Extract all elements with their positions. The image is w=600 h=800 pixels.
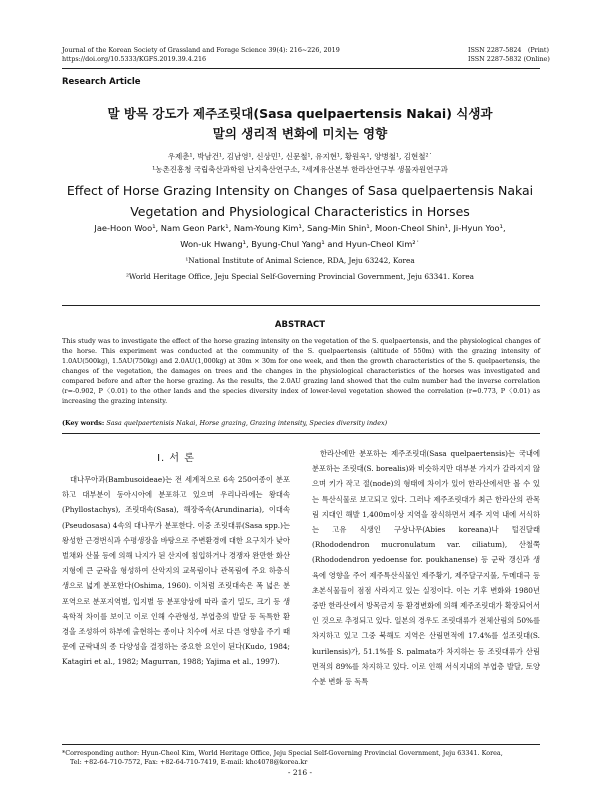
- body-column-left: [62, 472, 290, 670]
- english-affiliation-2: ²World Heritage Office, Jeju Special Self-Governing Provincial Government, Jeju 63341. Korea: [125, 272, 475, 281]
- section-heading-introduction: Ⅰ. 서 론: [157, 453, 195, 464]
- footnote-line-1: *Corresponding author: Hyun-Cheol Kim, World Heritage Office, Jeju Special Self-Governing Provincial Government, Jeju 63341. Korea,: [62, 749, 503, 757]
- page-number: - 216 -: [287, 768, 313, 777]
- keywords-text: Sasa quelpaertenisis Nakai, Horse grazing, Grazing intensity, Species diversity index): [106, 419, 388, 427]
- english-title-line-2: Vegetation and Physiological Characteristics in Horses: [130, 204, 470, 219]
- korean-title-line-2: 말의 생리적 변화에 미치는 영향: [212, 126, 388, 141]
- english-affiliation-1: ¹National Institute of Animal Science, RDA, Jeju 63242, Korea: [185, 256, 415, 265]
- issn-print: ISSN 2287-5824 (Print): [468, 46, 549, 54]
- keywords-label: (Key words:: [62, 419, 105, 427]
- body-left-text: 대나무아과(Bambusoideae)는 전 세계적으로 6속 250여종이 분포하고 대부분이 동아시아에 분포하고 있으며 우리나라에는 왕대속(Phyllostachys), 조릿대속(Sasa), 해장죽속(Arundinaria), 이대속(Pseudosasa) 4속의 대나무가 분포한다. 이중 조릿대류(Sasa spp.)는 왕성한 근경번식과 수평생장을 바탕으로 주변환경에 대한 요구치가 낮아 벌채와 산불 등에 의해 나지가 된 산지에 침입하거나 경쟁자 완만한 화산지형에 큰 군락을 형성하여 산악지의 교목림이나 관목림에 주요 하층식생으로 넓게 분포한다(Oshima, 1960). 이처럼 조릿대속은 폭 넓은 분포역으로 분포지역별, 입지별 등 분포양상에 따라 줄기 밀도, 크기 등 생육학적 차이를 보이고 이로 인해 수관형성, 부엽층의 발달 등 독특한 환경을 조성하여 하부에 출현하는 종이나 치수에 서로 다른 영향을 주기 때문에 군락내의 종 다양성을 결정하는 중요한 요인이 된다(Kudo, 1984; Katagiri et al., 1982; Magurran, 1988; Yajima et al., 1997).: [62, 475, 290, 667]
- journal-header: [62, 46, 340, 64]
- header-divider: [62, 68, 540, 69]
- issn-online: ISSN 2287-5832 (Online): [468, 55, 550, 63]
- korean-affiliations: ¹농촌진흥청 국립축산과학원 난지축산연구소, ²세계유산본부 한라산연구부 생물자원연구과: [152, 165, 448, 174]
- english-authors-line-2: Won-uk Hwang¹, Byung-Chul Yang¹ and Hyun-Cheol Kim²˙: [180, 239, 420, 249]
- body-column-right: [312, 446, 540, 689]
- footnote-divider: [62, 744, 540, 745]
- abstract-text: This study was to investigate the effect of the horse grazing intensity on the vegetation of the S. quelpaertensis, and the physiological changes of the horse. This experiment was conducted at the community of the S. quelpaertensis (altitude of 550m) with the grazing intensity of 1.0AU(500kg), 1.5AU(750kg) and 2.0AU(1,000kg) at 30m × 30m for one week, and then the growth characteristics of the S. quelpaertensis, the changes of the vegetation, the damages on trees and the changes in the physiological characteristics of the horses was investigated and compared before and after the horse grazing. As the results, the 2.0AU grazing land showed that the culm number had the inverse correlation (r=-0.902, P〈0.01) to the other lands and the species diversity index of lower-level vegetation showed the correlation (r=0.773, P〈0.01) as increasing the grazing intensity.: [62, 337, 540, 405]
- english-authors-line-1: Jae-Hoon Woo¹, Nam Geon Park¹, Nam-Young Kim¹, Sang-Min Shin¹, Moon-Cheol Shin¹, Ji-Hyun Yoo¹,: [94, 223, 506, 233]
- abstract-bottom-divider: [62, 433, 540, 434]
- keywords: [62, 418, 540, 428]
- abstract-heading: ABSTRACT: [274, 320, 326, 330]
- journal-line: Journal of the Korean Society of Grassland and Forage Science 39(4): 216~226, 2019: [62, 46, 340, 54]
- korean-title-line-1: 말 방목 강도가 제주조릿대(Sasa quelpaertensis Nakai) 식생과: [107, 106, 493, 121]
- abstract-top-divider: [62, 305, 540, 306]
- doi-link[interactable]: https://doi.org/10.5333/KGFS.2019.39.4.216: [62, 55, 207, 63]
- korean-authors: 우제춘¹, 박남건¹, 김남영¹, 신상민¹, 신문철¹, 유지현¹, 황원욱¹, 양병철¹, 김현철²˙: [167, 152, 433, 161]
- body-right-text: 한라산에만 분포하는 제주조릿대(Sasa quelpaertensis)는 국내에 분포하는 조릿대(S. borealis)와 비슷하지만 대부분 가지가 갈라지지 않으며 키가 작고 절(node)의 형태에 차이가 있어 한라산에서만 볼 수 있는 특산식물로 보고되고 있다. 그러나 제주조릿대가 최근 한라산의 관목림 지대인 해발 1,400m이상 지역을 잠식하면서 제주 지역 내에 서식하는 고유 식생인 구상나무(Abies koreana)나 털진달래(Rhododendron mucronulatum var. ciliatum), 산철쭉(Rhododendron yedoense for. poukhanense) 등 군락 갱신과 생육에 영향을 주어 제주특산식물인 제주황기, 제주달구지풀, 두메대극 등 초본식물들이 점점 사라지고 있는 실정이다. 이는 기후 변화와 1980년 중반 한라산에서 방목금지 등 환경변화에 의해 제주조릿대가 확장되어서인 것으로 추정되고 있다. 일본의 경우도 조릿대류가 전체산림의 50%를 차지하고 있고 그중 북해도 지역은 산림면적에 17.4%를 설조릿대(S. kurilensis)가, 51.1%를 S. palmata가 차지하는 등 조릿대류가 산림면적의 89%를 차지하고 있다. 이로 인해 서식지내의 부엽층 발달, 토양수분 변화 등 독특: [312, 449, 540, 687]
- footnote: [62, 749, 540, 767]
- footnote-line-2: Tel: +82-64-710-7572, Fax: +82-64-710-7419, E-mail: khc4078@korea.kr: [70, 758, 308, 766]
- issn-block: [468, 46, 550, 64]
- english-title-line-1: Effect of Horse Grazing Intensity on Changes of Sasa quelpaertensis Nakai: [66, 183, 534, 198]
- article-type-label: Research Article: [62, 77, 141, 87]
